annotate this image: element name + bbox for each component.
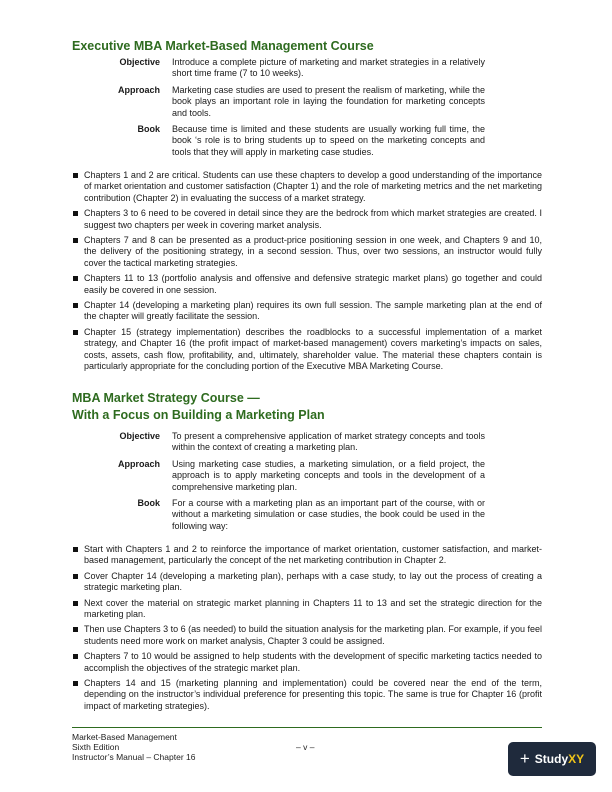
list-item: Next cover the material on strategic market planning in Chapters 11 to 13 and set the strategic direction for the marketing plan. <box>72 598 542 621</box>
list-item: Chapters 7 and 8 can be presented as a product-price positioning session in one week, and Chapters 9 and 10, the delivery of the positioning strategy, in a second session. Thus, over two sessions, an instructor would fully cover the tactical marketing strategies. <box>72 235 542 269</box>
square-bullet-icon <box>73 654 78 659</box>
square-bullet-icon <box>73 601 78 606</box>
list-item: Start with Chapters 1 and 2 to reinforce the importance of market orientation, customer satisfaction, and market-based management, particularly the concept of the net marketing contribution in Chapter 2. <box>72 544 542 567</box>
definition-term: Book <box>137 498 160 509</box>
studyxy-logo <box>508 742 596 776</box>
section-2-definitions <box>100 431 485 537</box>
square-bullet-icon <box>73 330 78 335</box>
section-1-title: Executive MBA Market-Based Management Course <box>72 39 374 53</box>
definition-text: Marketing case studies are used to present the realism of marketing, while the book plays an important role in laying the foundation for marketing concepts and tools. <box>172 84 485 118</box>
definition-term: Objective <box>119 57 160 67</box>
section-1-bullets <box>72 170 542 377</box>
list-item: Cover Chapter 14 (developing a marketing plan), perhaps with a case study, to lay out the process of creating a strategic marketing plan. <box>72 571 542 594</box>
square-bullet-icon <box>73 547 78 552</box>
definition-term: Objective <box>119 431 160 441</box>
square-bullet-icon <box>73 303 78 308</box>
list-item: Chapters 3 to 6 need to be covered in detail since they are the bedrock from which market strategies are created. I suggest two chapters per week in covering market analysis. <box>72 208 542 231</box>
definition-row <box>100 459 485 493</box>
section-2-title-line-1: MBA Market Strategy Course — <box>72 391 260 405</box>
list-item: Then use Chapters 3 to 6 (as needed) to build the situation analysis for the marketing plan. For example, if you feel students need more work on market analysis, Chapter 3 could be assigned. <box>72 624 542 647</box>
plus-icon: + <box>519 749 530 768</box>
logo-accent-text: XY <box>568 752 585 766</box>
list-item: Chapters 1 and 2 are critical. Students can use these chapters to develop a good understanding of the importance of market orientation and customer satisfaction (Chapter 1) and the role of marketing metrics and the net marketing contribution (Chapter 2) in evaluating the success of a market strategy. <box>72 170 542 204</box>
definition-text: Because time is limited and these students are usually working full time, the book ‘s role is to bring students up to speed on the marketing concepts and tools that they will apply in marketing case studies. <box>172 124 485 157</box>
page-number: – v – <box>296 742 315 752</box>
section-1-definitions <box>100 57 485 163</box>
definition-row <box>100 431 485 454</box>
definition-text: For a course with a marketing plan as an important part of the course, with or without a marketing simulation or case studies, the book could be used in the following way: <box>172 498 485 531</box>
square-bullet-icon <box>73 173 78 178</box>
section-2-bullets <box>72 544 542 716</box>
footer-divider <box>72 727 542 728</box>
definition-text: Using marketing case studies, a marketing simulation, or a field project, the approach is to apply marketing concepts and tools in the development of a comprehensive marketing plan. <box>172 458 485 492</box>
definition-row <box>100 57 485 80</box>
list-item: Chapter 14 (developing a marketing plan) requires its own full session. The sample marketing plan at the end of the chapter will greatly facilitate the session. <box>72 300 542 323</box>
list-item: Chapters 7 to 10 would be assigned to help students with the development of specific marketing tactics needed to accomplish the objectives of the strategic market plan. <box>72 651 542 674</box>
footer-edition: Sixth Edition <box>72 742 120 752</box>
footer-book-title: Market-Based Management <box>72 732 177 742</box>
footer-chapter: Instructor’s Manual – Chapter 16 <box>72 752 196 762</box>
square-bullet-icon <box>73 627 78 632</box>
definition-term: Approach <box>117 458 160 469</box>
footer-info <box>72 732 195 762</box>
square-bullet-icon <box>73 574 78 579</box>
definition-term: Approach <box>117 84 160 95</box>
list-item: Chapters 11 to 13 (portfolio analysis and offensive and defensive strategic market plans) go together and could easily be covered in one session. <box>72 273 542 296</box>
square-bullet-icon <box>73 238 78 243</box>
list-item: Chapters 14 and 15 (marketing planning and implementation) could be covered near the end of the term, depending on the instructor’s individual preference for presenting this topic. The same is true for Chapter 16 (profit impact of marketing strategies). <box>72 678 542 712</box>
definition-term: Book <box>137 124 160 135</box>
square-bullet-icon <box>73 276 78 281</box>
logo-text: Study <box>534 752 569 766</box>
section-2-title-line-2: With a Focus on Building a Marketing Plan <box>72 408 325 422</box>
square-bullet-icon <box>73 211 78 216</box>
definition-text: To present a comprehensive application of market strategy concepts and tools within the context of creating a marketing plan. <box>172 431 485 453</box>
square-bullet-icon <box>73 681 78 686</box>
definition-row <box>100 124 485 158</box>
definition-row <box>100 85 485 119</box>
list-item: Chapter 15 (strategy implementation) describes the roadblocks to a successful implementation of a market strategy, and Chapter 16 (the profit impact of market-based management) covers marketing’s impacts on sales, costs, assets, cash flow, profitability, and, ultimately, shareholder value. The material these chapters contain is particularly appropriate for the concluding portion of the Executive MBA Marketing Course. <box>72 327 542 373</box>
definition-text: Introduce a complete picture of marketing and market strategies in a relatively short time frame (7 to 10 weeks). <box>172 57 485 79</box>
definition-row <box>100 498 485 532</box>
